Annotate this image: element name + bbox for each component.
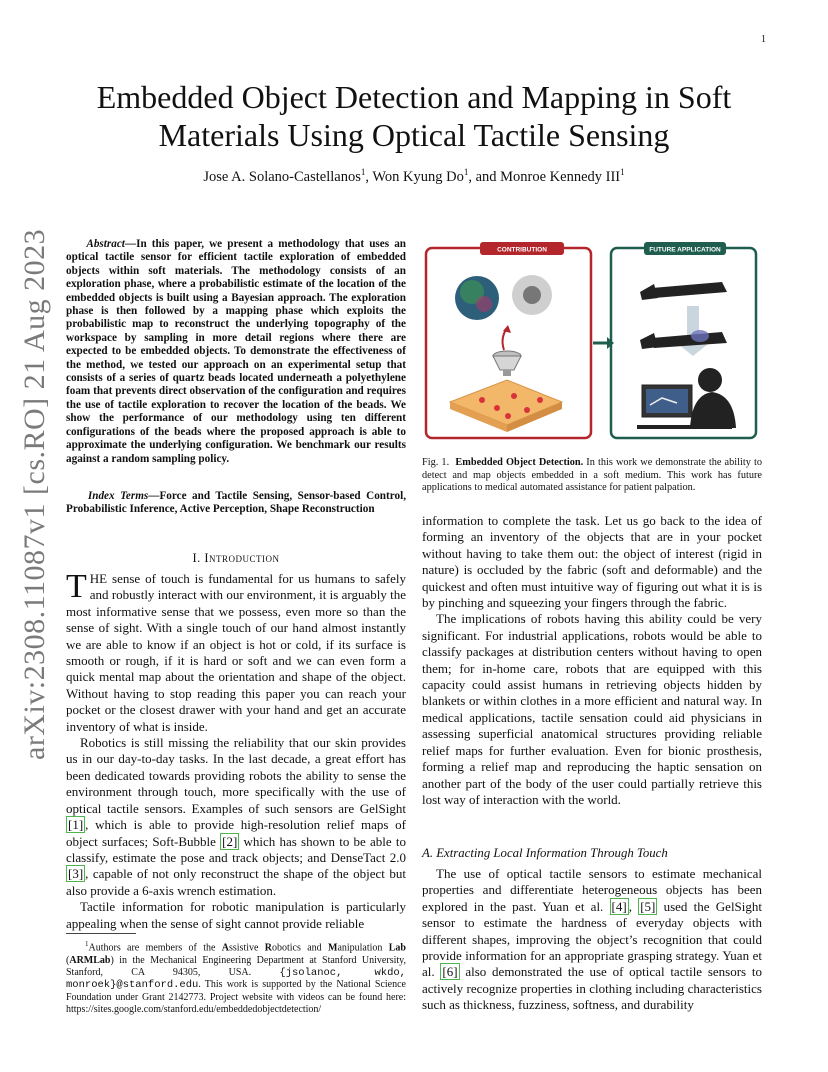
citation-link-2[interactable]: [2] — [222, 833, 238, 849]
intro-lead: HE — [89, 571, 108, 586]
text-run: R — [264, 942, 272, 954]
author-list — [70, 167, 758, 186]
index-terms-label: Index Terms — [87, 490, 149, 502]
intro-paragraph-2 — [66, 735, 406, 899]
citation-link-4[interactable]: [4] — [611, 898, 627, 914]
text-run: ( — [66, 954, 70, 966]
caption-prefix: Fig. 1. — [422, 457, 450, 468]
section-heading-introduction: I. Introduction — [192, 551, 280, 565]
intro-body — [66, 568, 406, 932]
text-run: anipulation — [337, 942, 383, 954]
right-paragraph-0: information to complete the task. Let us go back to the idea of forming an inventory of the objects that are in your pocket without having to take them out: the object of interest (rigid in nature) is occluded by the fabric (soft and deformable) and the quickest and often must intuitive way of figuring out what it is is by pinching and squeezing your fingers through the fabric. — [422, 513, 762, 611]
text-run: Robotics is still missing the reliability that our skin provides us in our day-to-day tasks. In the last decade, a great effort has been dedicated towards providing robots the ability to sense the environment through touch, more specifically with the use of optical tactile sensors. Examples of such sensors are GelSight — [66, 735, 406, 816]
bead — [479, 397, 485, 403]
monitor-screen — [646, 389, 688, 413]
caption-title: Embedded Object Detection. — [455, 457, 584, 468]
right-column-body — [422, 513, 762, 808]
subsection-a-body — [422, 866, 762, 1014]
index-terms-text: Force and Tactile Sensing, Sensor-based Control, Probabilistic Inference, Active Perception, Shape Reconstruction — [66, 490, 407, 516]
text-run: A — [221, 942, 229, 954]
citation-link-1[interactable]: [1] — [68, 817, 84, 833]
intro-text-1: sense of touch is fundamental for us humans to safely and robustly interact with our environment, it is arguably the most informative sense that we possess, even more so than the sense of sight. With a single touch of our hand almost instantly we are able to know if an object is hot or cold, if its surface is smooth or rough, if it is hard or soft and we can even form a quick mental map about the orientation and shape of the object. Without having to stop reading this paper you can reach your pocket or the closest drawer with your hand and get an accurate inventory of what is inside. — [66, 571, 406, 734]
citation-link-6[interactable]: [6] — [442, 964, 458, 980]
text-run: , — [628, 898, 639, 914]
bead — [524, 407, 530, 413]
detected-object — [691, 330, 709, 342]
author-3: and Monroe Kennedy III — [475, 168, 621, 185]
figure-1 — [422, 240, 762, 442]
text-run: M — [327, 942, 338, 954]
intro-paragraph-3: Tactile information for robotic manipulation is particularly appealing when the sense of sight cannot provide reliable — [66, 899, 406, 931]
text-run: The use of optical tactile sensors to estimate mechanical properties and differentiate heterogeneous objects has been explored in the past. Yuan et al. — [422, 866, 762, 914]
subsection-heading-a: A. Extracting Local Information Through Touch — [422, 846, 668, 860]
citation-link-5[interactable]: [5] — [640, 898, 656, 914]
abstract-dash: — — [124, 238, 137, 250]
drop-cap: T — [66, 568, 87, 605]
text-run: obotics and — [272, 942, 328, 954]
footnote-rule — [66, 933, 136, 934]
sphere-spot — [476, 296, 492, 312]
index-terms-dash: — — [148, 490, 160, 502]
author-emails[interactable]: {jsolanoc, wkdo, monroek}@stanford.edu — [66, 966, 406, 992]
arxiv-identifier: arXiv:2308.11087v1 [cs.RO] 21 Aug 2023 — [18, 228, 51, 760]
figure-caption — [422, 457, 762, 495]
text-run: , which is able to provide high-resolution relief maps of object surfaces; Soft-Bubble — [66, 817, 406, 849]
affiliation-mark: 1 — [463, 167, 469, 177]
text-run: , capable of not only reconstruct the shape of the object but also provide a 6-axis wrench estimation. — [66, 866, 406, 898]
intro-paragraph-1 — [66, 568, 406, 735]
bead — [494, 405, 500, 411]
text-run: used the GelSight sensor to estimate the hardness of everyday objects with different shapes, improving the object’s recognition that could provide information for an appropriate grasping strategy. Yuan et al. — [422, 898, 763, 980]
footnote — [66, 938, 406, 1016]
author-1: Jose A. Solano-Castellanos — [203, 168, 361, 185]
bead — [537, 397, 543, 403]
text-run: . This work is supported by the National Science Foundation under Grant 2142773. Project website with videos can be found here: https://sites.google.com/stanford.edu/embeddedobjectdetection/ — [66, 979, 406, 1015]
text-run: ssistive — [228, 942, 265, 954]
author-separator: , — [365, 168, 373, 185]
text-run: Authors are members of the — [88, 942, 222, 954]
citation-link-3[interactable]: [3] — [68, 866, 84, 882]
patient-head — [698, 368, 722, 392]
page-number: 1 — [761, 34, 766, 45]
bead — [511, 393, 517, 399]
author-2: Won Kyung Do — [372, 168, 464, 185]
abstract — [66, 238, 406, 466]
text-run: which has shown to be able to classify, estimate the pose and track objects; and DenseTact 2.0 — [66, 833, 406, 865]
paper-title — [70, 78, 758, 154]
affiliation-mark: 1 — [360, 167, 366, 177]
tactile-image-center — [523, 286, 541, 304]
subsection-a-paragraph — [422, 866, 762, 1014]
title-line-1: Embedded Object Detection and Mapping in Soft — [96, 79, 732, 115]
author-separator: , — [468, 168, 476, 185]
right-paragraph-1: The implications of robots having this ability could be very significant. For industrial applications, robots would be able to classify packages at distribution centers without having to open them; for in-home care, robots that are equipped with this capacity could assist humans in retrieving objects hidden by blankets or within clothes in a more efficient and natural way. In medical applications, tactile sensation could aid physicians in assessing superficial anatomical structures providing reliable relief maps for further evaluation. Even for bionic prosthesis, forming a relief map and reproducing the haptic sensation on another part of the body of the user could partially retrieve this lost way of interaction with the world. — [422, 611, 762, 807]
desk — [637, 425, 732, 429]
footnote-mark: 1 — [84, 940, 89, 948]
figure-1-graphic — [422, 240, 762, 442]
bead — [505, 413, 511, 419]
caption-text: In this work we demonstrate the ability to detect and map objects embedded in a soft medium. This work has future applications to medical automated assistance for patient palpation. — [422, 457, 762, 494]
abstract-text: In this paper, we present a methodology that uses an optical tactile sensor for efficient tactile exploration of embedded objects within soft materials. The methodology consists of an exploration phase, where a probabilistic estimate of the location of the embedded objects is built using a Bayesian approach. The exploration phase is then followed by a mapping phase which exploits the probabilistic map to reconstruct the underlying topography of the workspace by sampling in more detail regions where there are expected to be embedded objects. To demonstrate the effectiveness of the method, we tested our approach on an experimental setup that consists of a series of quartz beads located underneath a polyethylene foam that prevents direct observation of the configuration and requires the use of tactile exploration to recover the location of the beads. We show the performance of our methodology using ten different configurations of the beads where the proposed approach is able to approximate the underlying configuration. We benchmark our results against a random sampling policy. — [66, 238, 407, 465]
contribution-label: CONTRIBUTION — [497, 246, 547, 254]
index-terms — [66, 490, 406, 517]
abstract-label: Abstract — [86, 238, 125, 250]
sensor-tip — [503, 370, 511, 376]
affiliation-mark: 1 — [620, 167, 625, 177]
future-label: FUTURE APPLICATION — [649, 246, 721, 254]
text-run: Lab — [388, 942, 406, 954]
text-run: ARMLab — [69, 954, 111, 966]
title-line-2: Materials Using Optical Tactile Sensing — [158, 117, 670, 153]
text-run: ) in the Mechanical Engineering Department at Stanford University, Stanford, CA 94305, USA. — [66, 954, 406, 978]
text-run: also demonstrated the use of optical tactile sensors to actively recognize properties in clothing including characteristics such as thickness, fuzziness, softness, and durability — [422, 964, 762, 1013]
